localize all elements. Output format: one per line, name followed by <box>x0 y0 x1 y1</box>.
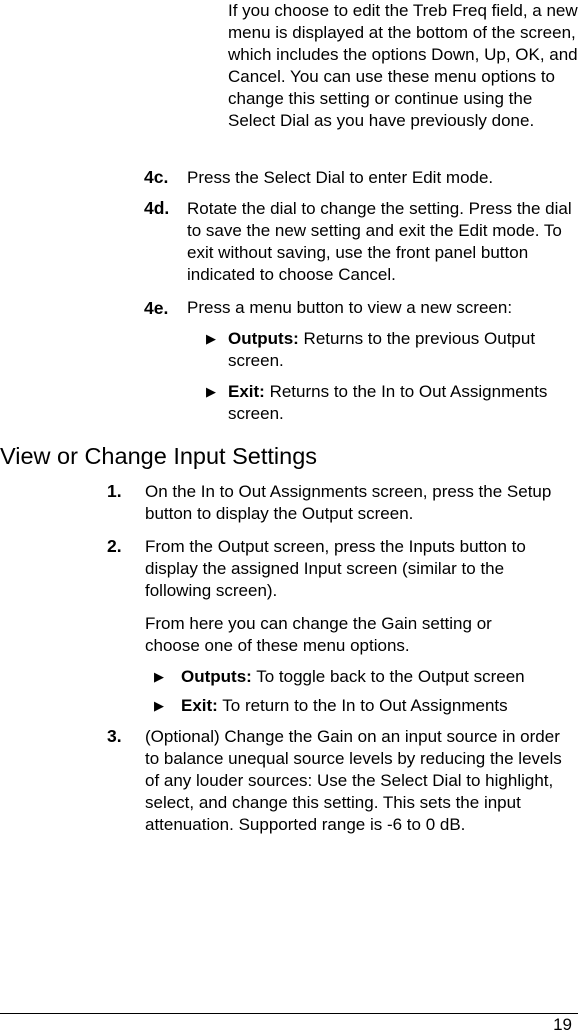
step-number: 4c. <box>144 167 169 187</box>
right-triangle-icon: ▶ <box>154 698 164 713</box>
step-text: Press the Select Dial to enter Edit mode. <box>187 168 494 187</box>
page-number: 19 <box>553 1015 572 1034</box>
right-triangle-icon: ▶ <box>154 669 164 684</box>
intro-paragraph: If you choose to edit the Treb Freq field, a new menu is displayed at the bottom of the screen, which includes the options Down, Up, OK, and Cancel. You can use these menu options to change this setting or continue using the Select Dial as you have previously done. <box>228 1 578 130</box>
bullet-label: Outputs: <box>228 329 299 348</box>
bullet-item <box>228 328 576 372</box>
step-text: From the Output screen, press the Inputs button to display the assigned Input screen (similar to the following screen). <box>145 537 526 600</box>
step-number: 3. <box>107 726 122 746</box>
bullet-label: Outputs: <box>181 667 252 686</box>
step-number: 4d. <box>144 198 170 218</box>
right-triangle-icon: ▶ <box>206 331 216 346</box>
bullet-item <box>181 666 578 688</box>
step-number: 1. <box>107 481 122 501</box>
bullet-text: To return to the In to Out Assignments <box>217 696 508 715</box>
footer-rule <box>0 1013 578 1014</box>
bullet-label: Exit: <box>181 696 218 715</box>
bullet-label: Exit: <box>228 382 265 401</box>
step-text: (Optional) Change the Gain on an input source in order to balance unequal source levels by reducing the levels of any louder sources: Use the Select Dial to highlight, select, and change this setting. This sets the input attenuation. Supported range is -6 to 0 dB. <box>145 727 562 834</box>
bullet-item <box>181 695 578 717</box>
step-note: From here you can change the Gain setting or choose one of these menu options. <box>145 614 492 655</box>
bullet-text: Returns to the previous Output screen. <box>228 329 536 370</box>
section-heading: View or Change Input Settings <box>0 443 318 469</box>
bullet-text: Returns to the In to Out Assignments screen. <box>228 382 548 423</box>
step-text: Rotate the dial to change the setting. Press the dial to save the new setting and exit the Edit mode. To exit without saving, use the front panel button indicated to choose Cancel. <box>187 199 572 284</box>
step-number: 4e. <box>144 298 169 318</box>
step-text: On the In to Out Assignments screen, press the Setup button to display the Output screen. <box>145 482 552 523</box>
right-triangle-icon: ▶ <box>206 384 216 399</box>
bullet-text: To toggle back to the Output screen <box>251 667 525 686</box>
step-number: 2. <box>107 536 122 556</box>
step-text: Press a menu button to view a new screen: <box>187 298 513 317</box>
bullet-item <box>228 381 578 425</box>
